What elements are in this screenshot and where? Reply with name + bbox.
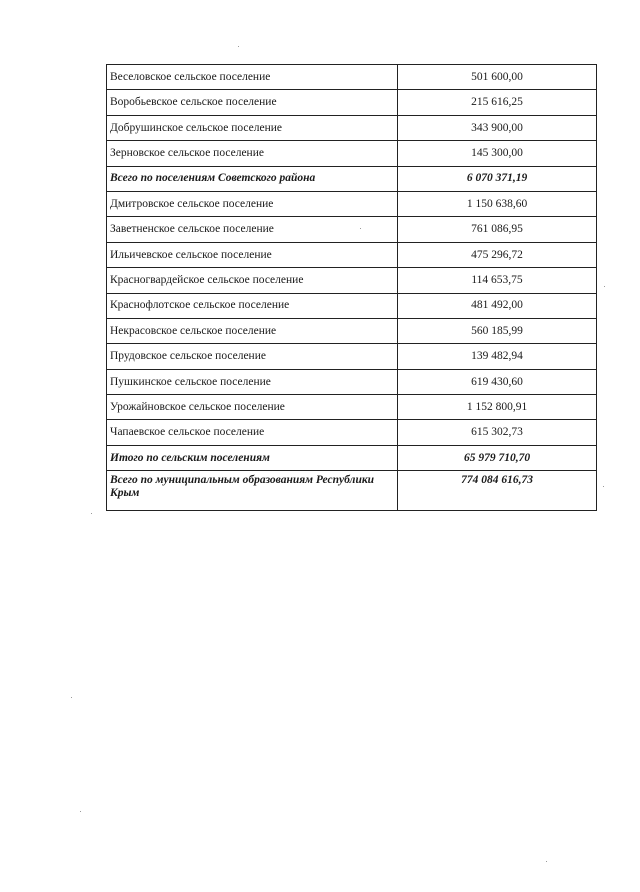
settlement-name-cell: Воробьевское сельское поселение [107, 90, 398, 115]
settlements-budget-table [106, 64, 597, 511]
amount-cell: 139 482,94 [398, 344, 597, 369]
table-row [107, 293, 597, 318]
subtotal-row [107, 445, 597, 470]
subtotal-row [107, 166, 597, 191]
scan-speck [71, 697, 72, 698]
settlement-name-cell: Урожайновское сельское поселение [107, 395, 398, 420]
amount-cell: 619 430,60 [398, 369, 597, 394]
scan-speck [603, 486, 604, 487]
table-row [107, 420, 597, 445]
settlement-name-cell: Дмитровское сельское поселение [107, 191, 398, 216]
amount-cell: 145 300,00 [398, 141, 597, 166]
subtotal-label-cell: Итого по сельским поселениям [107, 445, 398, 470]
amount-cell: 1 152 800,91 [398, 395, 597, 420]
settlement-name-cell: Зерновское сельское поселение [107, 141, 398, 166]
subtotal-amount-cell: 65 979 710,70 [398, 445, 597, 470]
table-row [107, 344, 597, 369]
table-row [107, 217, 597, 242]
table-row [107, 318, 597, 343]
amount-cell: 475 296,72 [398, 242, 597, 267]
grand-total-amount-cell: 774 084 616,73 [398, 471, 597, 511]
amount-cell: 615 302,73 [398, 420, 597, 445]
table-row [107, 65, 597, 90]
amount-cell: 343 900,00 [398, 115, 597, 140]
settlement-name-cell: Ильичевское сельское поселение [107, 242, 398, 267]
settlement-name-cell: Краснофлотское сельское поселение [107, 293, 398, 318]
settlement-name-cell: Чапаевское сельское поселение [107, 420, 398, 445]
settlement-name-cell: Добрушинское сельское поселение [107, 115, 398, 140]
scan-speck [80, 811, 81, 812]
amount-cell: 114 653,75 [398, 268, 597, 293]
table-row [107, 90, 597, 115]
scan-speck [604, 286, 605, 287]
settlement-name-cell: Прудовское сельское поселение [107, 344, 398, 369]
table-row [107, 191, 597, 216]
settlement-name-cell: Некрасовское сельское поселение [107, 318, 398, 343]
grand-total-label-cell: Всего по муниципальным образованиям Республики Крым [107, 471, 398, 511]
amount-cell: 501 600,00 [398, 65, 597, 90]
amount-cell: 560 185,99 [398, 318, 597, 343]
scan-speck [238, 46, 239, 47]
scan-speck [360, 228, 361, 229]
table-row [107, 242, 597, 267]
table-row [107, 115, 597, 140]
settlement-name-cell: Веселовское сельское поселение [107, 65, 398, 90]
table-row [107, 395, 597, 420]
amount-cell: 761 086,95 [398, 217, 597, 242]
table-row [107, 141, 597, 166]
scan-speck [546, 861, 547, 862]
settlement-name-cell: Заветненское сельское поселение [107, 217, 398, 242]
amount-cell: 215 616,25 [398, 90, 597, 115]
subtotal-label-cell: Всего по поселениям Советского района [107, 166, 398, 191]
settlement-name-cell: Пушкинское сельское поселение [107, 369, 398, 394]
grand-total-row [107, 471, 597, 511]
table-row [107, 369, 597, 394]
amount-cell: 1 150 638,60 [398, 191, 597, 216]
table-row [107, 268, 597, 293]
scan-speck [91, 513, 92, 514]
amount-cell: 481 492,00 [398, 293, 597, 318]
subtotal-amount-cell: 6 070 371,19 [398, 166, 597, 191]
settlement-name-cell: Красногвардейское сельское поселение [107, 268, 398, 293]
